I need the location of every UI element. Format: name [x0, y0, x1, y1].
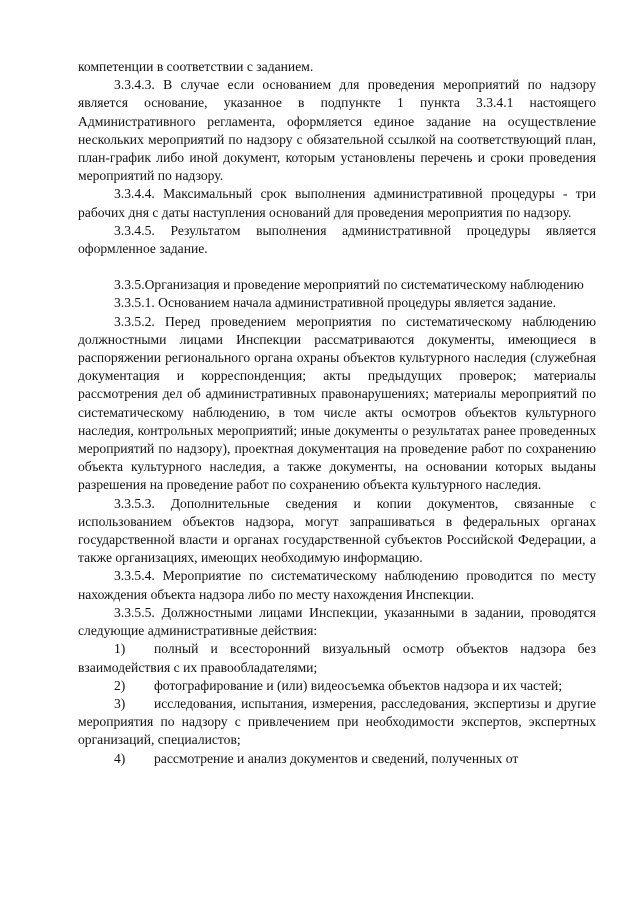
- list-item-number: 3): [114, 695, 126, 711]
- paragraph-3-3-4-4: 3.3.4.4. Максимальный срок выполнения административной процедуры - три рабочих дня с даты наступления оснований для проведения мероприятия по надзору.: [78, 186, 596, 220]
- paragraph-3-3-5-1: 3.3.5.1. Основанием начала административной процедуры является задание.: [114, 295, 557, 311]
- paragraph-3-3-5-3: 3.3.5.3. Дополнительные сведения и копии документов, связанные с использованием объектов надзора, могут запрашиваться в федеральных органах государственной власти и органах государственной субъектов Российской Федерации, а также организациях, имеющих необходимую информацию.: [78, 495, 596, 566]
- list-item-text: фотографирование и (или) видеосъемка объектов надзора и их частей;: [154, 677, 563, 693]
- list-item-number: 2): [114, 677, 126, 693]
- list-item-number: 4): [114, 750, 126, 766]
- list-item-2: [78, 677, 596, 695]
- list-item-text: полный и всесторонний визуальный осмотр объектов надзора без взаимодействия с их правообладателями;: [78, 641, 596, 675]
- paragraph-continuation: компетенции в соответствии с заданием.: [78, 59, 314, 74]
- paragraph-3-3-5-2: 3.3.5.2. Перед проведением мероприятия по систематическому наблюдению должностными лицами Инспекции рассматриваются документы, имеющиеся в распоряжении регионального органа охраны объектов культурного наследия (служебная документация и корреспонденция; акты предыдущих проверок; материалы рассмотрения дел об административных правонарушениях; материалы мероприятий по систематическому наблюдению, в том числе акты осмотров объектов культурного наследия, контрольных мероприятий; иные документы о результатах ранее проведенных мероприятий по надзору), проектная документация на проведение работ по сохранению объекта культурного наследия, а также документы, на основании которых выданы разрешения на проведение работ по сохранению объекта культурного наследия.: [78, 313, 596, 493]
- list-item-text: рассмотрение и анализ документов и сведений, полученных от: [154, 750, 519, 766]
- list-item-number: 1): [114, 641, 126, 657]
- list-item-1: [78, 640, 596, 676]
- paragraph-3-3-4-5: 3.3.4.5. Результатом выполнения административной процедуры является оформленное задание.: [78, 222, 596, 257]
- paragraph-3-3-5-5: 3.3.5.5. Должностными лицами Инспекции, указанными в задании, проводятся следующие административные действия:: [78, 604, 596, 639]
- list-item-3: [78, 695, 596, 750]
- document-page: [78, 58, 596, 768]
- paragraph-3-3-5-4: 3.3.5.4. Мероприятие по систематическому наблюдению проводится по месту нахождения объекта надзора либо по месту нахождения Инспекции.: [78, 568, 596, 602]
- list-item-4: [78, 750, 596, 768]
- list-item-text: исследования, испытания, измерения, расследования, экспертизы и другие мероприятия по надзору с привлечением при необходимости экспертов, экспертных организаций, специалистов;: [78, 695, 596, 748]
- paragraph-3-3-4-3: 3.3.4.3. В случае если основанием для проведения мероприятий по надзору является основание, указанное в подпункте 1 пункта 3.3.4.1 настоящего Административного регламента, оформляется единое задание на осуществление нескольких мероприятий по надзору с обязательной ссылкой на соответствующий план, план-график либо иной документ, которым установлены перечень и сроки проведения мероприятий по надзору.: [78, 77, 596, 184]
- section-heading-3-3-5: 3.3.5.Организация и проведение мероприятий по систематическому наблюдению: [114, 277, 584, 293]
